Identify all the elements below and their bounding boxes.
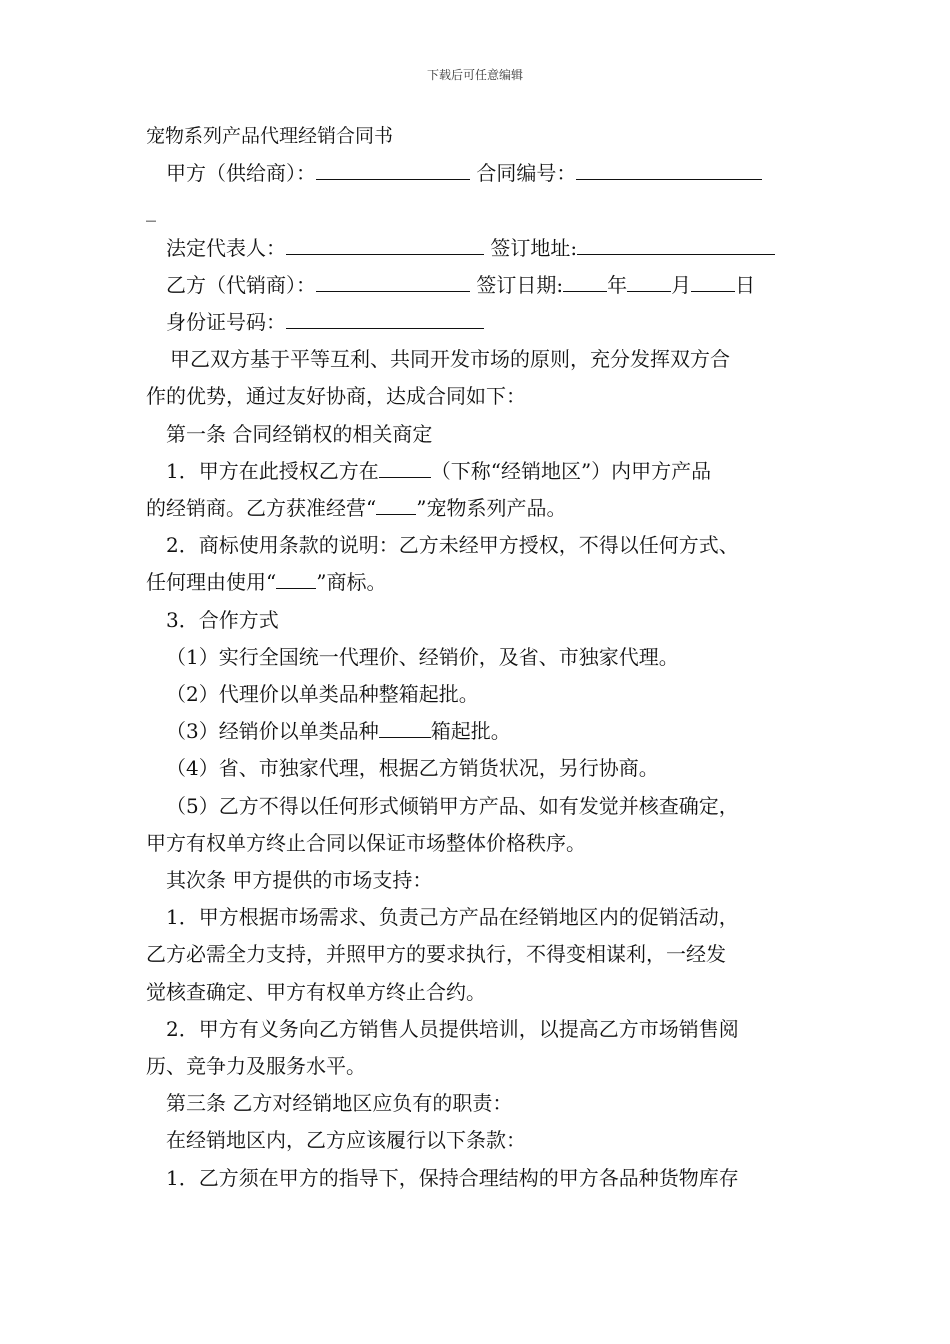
- id-number-blank: [286, 304, 484, 329]
- brand-blank: [376, 490, 416, 515]
- article-1-clause-2-line-1: 2．商标使用条款的说明：乙方未经甲方授权，不得以任何方式、: [166, 533, 739, 558]
- sign-address-label: 签订地址:: [490, 235, 578, 260]
- contract-no-blank: [576, 155, 762, 180]
- trademark-blank: [276, 564, 316, 589]
- cooperation-item-4: （4）省、市独家代理，根据乙方销货状况，另行协商。: [166, 756, 659, 781]
- party-b-label: 乙方（代销商）：: [166, 272, 316, 297]
- party-a-row: [146, 155, 811, 192]
- region-blank: [379, 453, 431, 478]
- legal-rep-row: [146, 230, 811, 267]
- article-2-clause-1-line-1: 1．甲方根据市场需求、负责己方产品在经销地区内的促销活动，: [166, 905, 739, 930]
- article-1-title: 第一条 合同经销权的相关商定: [166, 421, 433, 446]
- contract-no-label: 合同编号：: [476, 161, 577, 186]
- stray-underscore: _: [146, 198, 156, 223]
- day-label: 日: [735, 272, 756, 297]
- cooperation-item-5-line-1: （5）乙方不得以任何形式倾销甲方产品、如有发觉并核查确定，: [166, 793, 739, 818]
- article-3-clause-1: 1．乙方须在甲方的指导下，保持合理结构的甲方各品种货物库存: [166, 1165, 739, 1190]
- intro-paragraph-line-2: 作的优势，通过友好协商，达成合同如下：: [146, 384, 526, 409]
- party-b-row: [146, 267, 811, 304]
- article-1-clause-1-line-1: [146, 453, 811, 490]
- cooperation-item-2: （2）代理价以单类品种整箱起批。: [166, 682, 479, 707]
- id-number-label: 身份证号码：: [166, 310, 286, 335]
- cooperation-item-5-line-2: 甲方有权单方终止合同以保证市场整体价格秩序。: [146, 830, 586, 855]
- party-a-label: 甲方（供给商）：: [166, 161, 316, 186]
- clause-text: 1．甲方在此授权乙方在: [166, 458, 379, 483]
- box-count-blank: [379, 713, 431, 738]
- cooperation-item-3: [146, 713, 811, 750]
- clause-text: （下称“经销地区”）内甲方产品: [430, 458, 712, 483]
- id-number-row: [146, 304, 811, 341]
- clause-text: 的经销商。乙方获准经营“: [146, 496, 377, 521]
- month-label: 月: [671, 272, 692, 297]
- legal-rep-label: 法定代表人：: [166, 235, 286, 260]
- sign-date-label: 签订日期:: [476, 272, 564, 297]
- legal-rep-blank: [286, 230, 484, 255]
- page-header-note: 下载后可任意编辑: [426, 68, 523, 82]
- day-blank: [691, 267, 735, 292]
- article-2-clause-2-line-1: 2．甲方有义务向乙方销售人员提供培训，以提高乙方市场销售阅: [166, 1016, 739, 1041]
- sign-address-blank: [577, 230, 775, 255]
- intro-paragraph-line-1: 甲乙双方基于平等互利、共同开发市场的原则，充分发挥双方合: [170, 347, 730, 372]
- clause-text: 箱起批。: [430, 719, 511, 744]
- year-label: 年: [607, 272, 628, 297]
- contract-document: [146, 118, 811, 1197]
- article-1-clause-1-line-2: [146, 490, 811, 527]
- clause-text: 任何理由使用“: [146, 570, 277, 595]
- article-2-title: 其次条 甲方提供的市场支持：: [166, 868, 433, 893]
- clause-text: （3）经销价以单类品种: [166, 719, 379, 744]
- clause-text: ”商标。: [316, 570, 387, 595]
- party-a-blank: [316, 155, 470, 180]
- year-blank: [563, 267, 607, 292]
- article-3-title: 第三条 乙方对经销地区应负有的职责：: [166, 1091, 513, 1116]
- article-2-clause-2-line-2: 历、竞争力及服务水平。: [146, 1054, 366, 1079]
- cooperation-item-1: （1）实行全国统一代理价、经销价，及省、市独家代理。: [166, 644, 679, 669]
- article-1-clause-3: 3．合作方式: [166, 607, 279, 632]
- party-b-blank: [316, 267, 470, 292]
- article-2-clause-1-line-3: 觉核查确定、甲方有权单方终止合约。: [146, 979, 486, 1004]
- article-1-clause-2-line-2: [146, 564, 811, 601]
- clause-text: ”宠物系列产品。: [416, 496, 567, 521]
- article-2-clause-1-line-2: 乙方必需全力支持，并照甲方的要求执行，不得变相谋利，一经发: [146, 942, 726, 967]
- month-blank: [627, 267, 671, 292]
- document-title: 宠物系列产品代理经销合同书: [146, 125, 394, 147]
- article-3-intro: 在经销地区内，乙方应该履行以下条款：: [166, 1128, 526, 1153]
